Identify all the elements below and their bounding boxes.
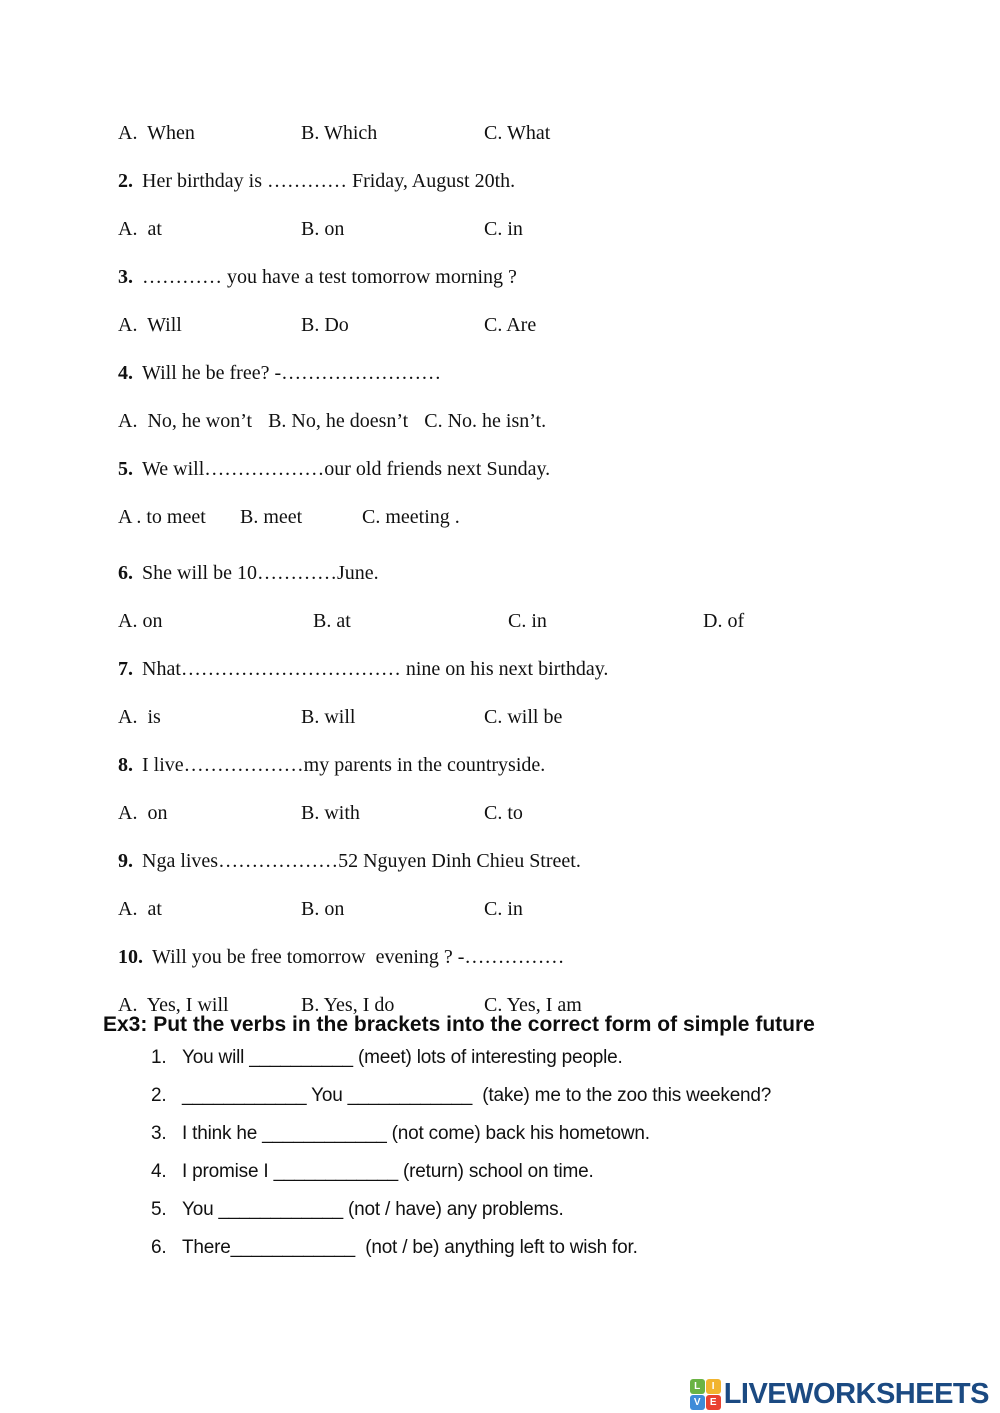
q9-stem (118, 837, 970, 885)
q2-option-c: C. in (484, 218, 523, 240)
q8-option-b: B. with (301, 802, 360, 824)
q7-stem (118, 645, 970, 693)
q6-option-c: C. in (508, 610, 547, 632)
ex3-item-2 (118, 1077, 970, 1115)
q4-option-c: C. No. he isn’t. (424, 410, 547, 432)
ex3-item-number: 1. (151, 1047, 167, 1068)
q10-option-a: A. Yes, I will (118, 994, 229, 1016)
q10-stem (118, 933, 970, 981)
q3-option-c: C. Are (484, 314, 537, 336)
q1-option-c: C. What (484, 122, 551, 144)
q6-stem (118, 549, 970, 597)
q4-stem (118, 349, 970, 397)
ex3-item-number: 6. (151, 1237, 167, 1258)
q6-options-row (118, 597, 970, 645)
q8-number: 8. (118, 754, 133, 776)
q5-options-row (118, 493, 970, 541)
q3-option-a: A. Will (118, 314, 182, 336)
ex3-item-4 (118, 1153, 970, 1191)
q1-option-a: A. When (118, 122, 195, 144)
q1-options-row (118, 109, 970, 157)
q4-options-row (118, 397, 970, 445)
q3-option-b: B. Do (301, 314, 349, 336)
q7-text: Nhat…………………………… nine on his next birthday. (142, 658, 609, 680)
ex3-item-text: You will __________ (meet) lots of interesting people. (182, 1047, 623, 1068)
worksheet-content (103, 109, 970, 1267)
q8-option-c: C. to (484, 802, 523, 824)
q10-option-b: B. Yes, I do (301, 994, 395, 1016)
q7-number: 7. (118, 658, 133, 680)
ex3-item-text: ____________ You ____________ (take) me to the zoo this weekend? (182, 1085, 772, 1106)
q3-number: 3. (118, 266, 133, 288)
q4-text: Will he be free? -…………………… (142, 362, 442, 384)
liveworksheets-logo[interactable] (690, 1379, 989, 1410)
q6-option-d: D. of (703, 610, 745, 632)
q8-option-a: A. on (118, 802, 168, 824)
q7-option-a: A. is (118, 706, 161, 728)
q6-option-a: A. on (118, 610, 163, 632)
q3-text: ………… you have a test tomorrow morning ? (142, 266, 517, 288)
ex3-item-5 (118, 1191, 970, 1229)
liveworksheets-tiles-icon (690, 1379, 721, 1410)
q9-option-b: B. on (301, 898, 345, 920)
tile-e-icon: E (706, 1395, 721, 1410)
ex3-item-number: 2. (151, 1085, 167, 1106)
ex3-heading: Ex3: Put the verbs in the brackets into the correct form of simple future (103, 1013, 815, 1036)
q3-options-row (118, 301, 970, 349)
q2-stem (118, 157, 970, 205)
tile-i-icon: I (706, 1379, 721, 1394)
ex3-item-1 (118, 1039, 970, 1077)
ex3-item-number: 3. (151, 1123, 167, 1144)
ex3-item-number: 4. (151, 1161, 167, 1182)
q5-stem (118, 445, 970, 493)
q10-option-c: C. Yes, I am (484, 994, 582, 1016)
ex3-item-text: There____________ (not / be) anything left to wish for. (182, 1237, 638, 1258)
brand-name: LIVEWORKSHEETS (723, 1378, 989, 1410)
q5-text: We will………………our old friends next Sunday. (142, 458, 551, 480)
q6-number: 6. (118, 562, 133, 584)
q2-option-b: B. on (301, 218, 345, 240)
q8-text: I live………………my parents in the countryside. (142, 754, 546, 776)
q5-option-b: B. meet (240, 506, 303, 528)
q6-text: She will be 10…………June. (142, 562, 379, 584)
q2-options-row (118, 205, 970, 253)
q5-number: 5. (118, 458, 133, 480)
q5-option-c: C. meeting . (362, 506, 460, 528)
q4-number: 4. (118, 362, 133, 384)
q10-number: 10. (118, 946, 143, 968)
ex3-item-6 (118, 1229, 970, 1267)
q10-text: Will you be free tomorrow evening ? -…………… (152, 946, 565, 968)
q7-option-b: B. will (301, 706, 356, 728)
ex3-item-3 (118, 1115, 970, 1153)
q9-option-a: A. at (118, 898, 162, 920)
q7-options-row (118, 693, 970, 741)
q2-option-a: A. at (118, 218, 162, 240)
ex3-item-text: You ____________ (not / have) any problems. (182, 1199, 564, 1220)
q3-stem (118, 253, 970, 301)
ex3-item-number: 5. (151, 1199, 167, 1220)
q2-text: Her birthday is ………… Friday, August 20th. (142, 170, 516, 192)
q9-number: 9. (118, 850, 133, 872)
ex3-section (103, 1011, 970, 1267)
q7-option-c: C. will be (484, 706, 563, 728)
q9-text: Nga lives………………52 Nguyen Dinh Chieu Street. (142, 850, 581, 872)
q2-number: 2. (118, 170, 133, 192)
tile-l-icon: L (690, 1379, 705, 1394)
q9-options-row (118, 885, 970, 933)
ex3-item-text: I think he ____________ (not come) back his hometown. (182, 1123, 650, 1144)
q9-option-c: C. in (484, 898, 523, 920)
q8-stem (118, 741, 970, 789)
q6-option-b: B. at (313, 610, 351, 632)
q4-option-a: A. No, he won’t (118, 410, 253, 432)
q5-option-a: A . to meet (118, 506, 206, 528)
q4-option-b: B. No, he doesn’t (268, 410, 409, 432)
tile-v-icon: V (690, 1395, 705, 1410)
q8-options-row (118, 789, 970, 837)
ex3-item-text: I promise I ____________ (return) school on time. (182, 1161, 594, 1182)
q1-option-b: B. Which (301, 122, 378, 144)
